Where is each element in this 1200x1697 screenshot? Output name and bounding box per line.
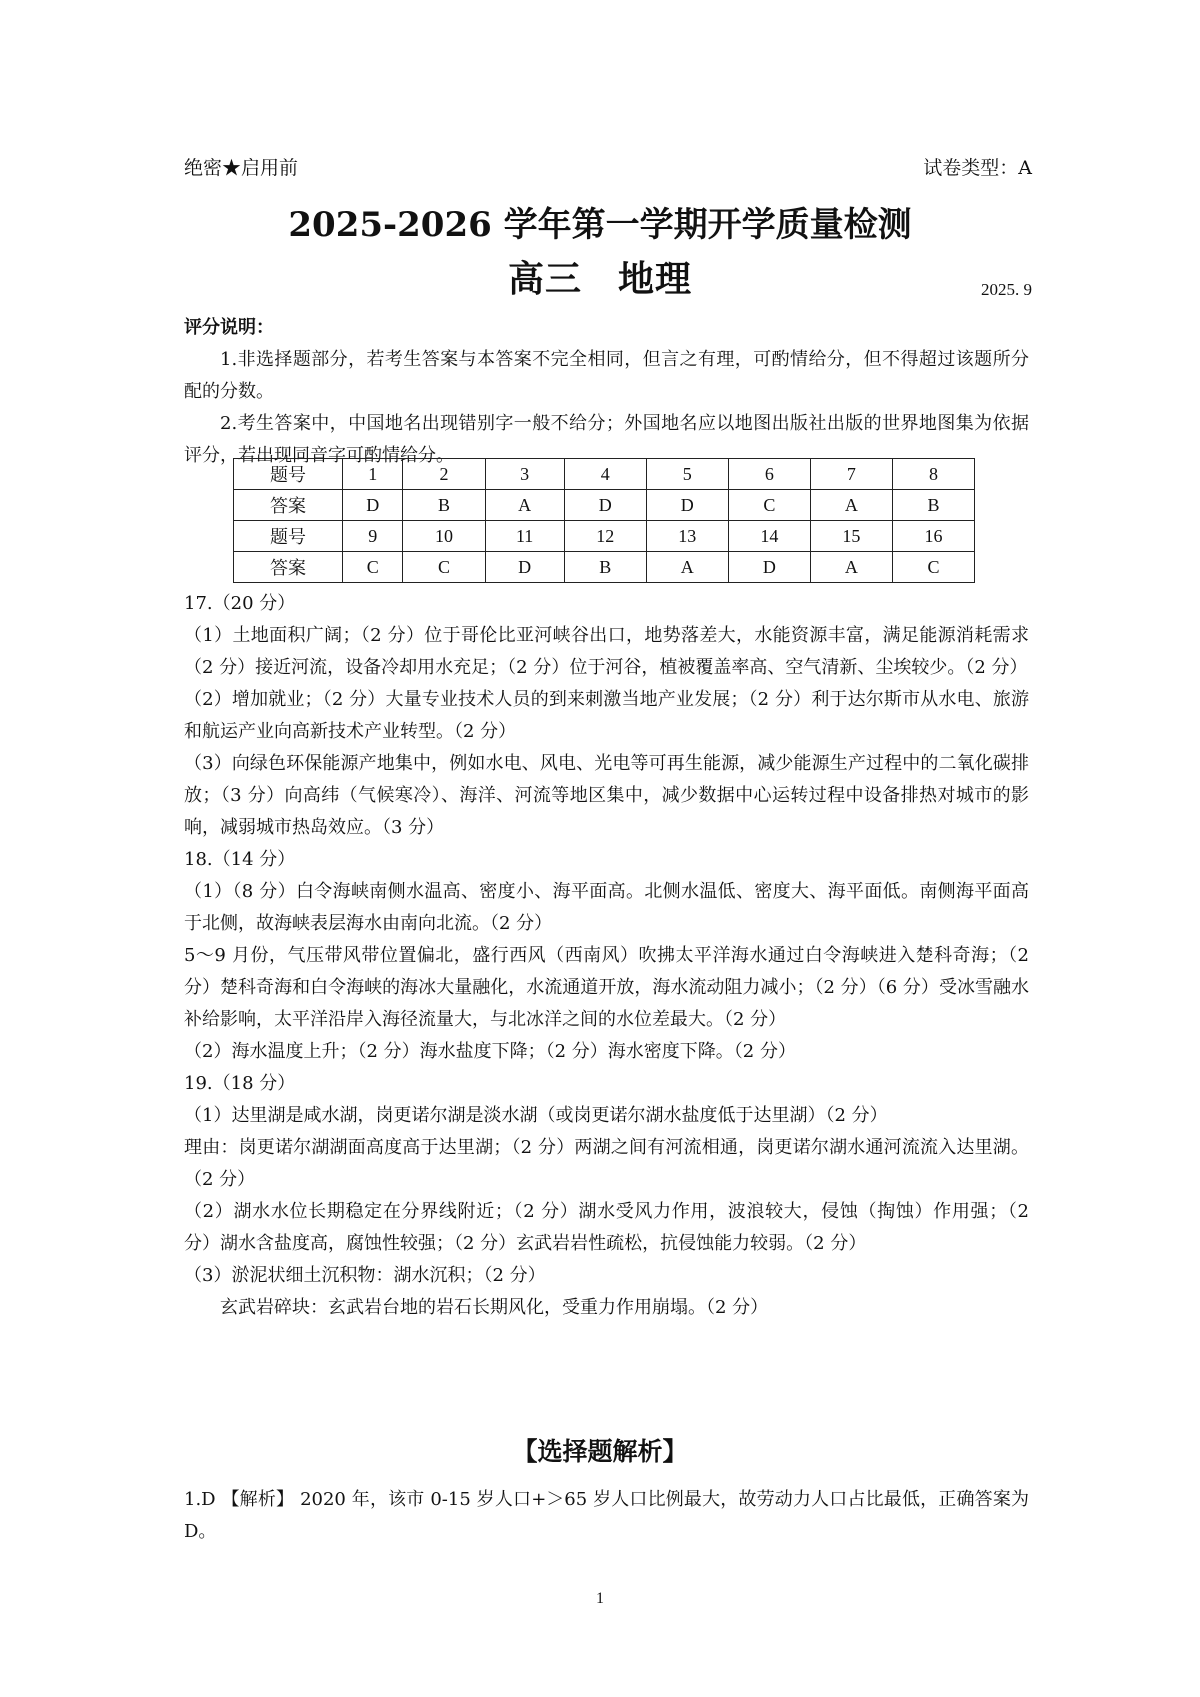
- answer-body: [184, 588, 1029, 1324]
- answer-cell: C: [728, 490, 810, 521]
- row-label: 题号: [234, 459, 343, 490]
- row-label: 答案: [234, 490, 343, 521]
- answer-cell: A: [646, 552, 728, 583]
- question-number-cell: 12: [564, 521, 646, 552]
- answer-cell: D: [564, 490, 646, 521]
- table-row: [234, 490, 975, 521]
- answer-cell: A: [810, 552, 892, 583]
- q17-part-3: （3）向绿色环保能源产地集中，例如水电、风电、光电等可再生能源，减少能源生产过程中的二氧化碳排放；（3 分）向高纬（气候寒冷）、海洋、河流等地区集中，减少数据中心运转过程中设备排热对城市的影响，减弱城市热岛效应。（3 分）: [184, 753, 1029, 838]
- q18-part-1-cont: 5～9 月份，气压带风带位置偏北，盛行西风（西南风）吹拂太平洋海水通过白令海峡进入楚科奇海；（2 分）楚科奇海和白令海峡的海冰大量融化，水流通道开放，海水流动阻力减小；（2 分）（6 分）受冰雪融水补给影响，太平洋沿岸入海径流量大，与北冰洋之间的水位差最大。（2 分）: [184, 945, 1029, 1030]
- question-number-cell: 9: [343, 521, 403, 552]
- q18-part-1: （1）（8 分）白令海峡南侧水温高、密度小、海平面高。北侧水温低、密度大、海平面低。南侧海平面高于北侧，故海峡表层海水由南向北流。（2 分）: [184, 881, 1029, 934]
- question-number-cell: 1: [343, 459, 403, 490]
- question-number-cell: 8: [892, 459, 974, 490]
- answer-cell: B: [892, 490, 974, 521]
- document-title: 2025-2026 学年第一学期开学质量检测: [288, 205, 912, 245]
- question-number-cell: 16: [892, 521, 974, 552]
- analysis-body: [184, 1484, 1029, 1548]
- question-number-cell: 7: [810, 459, 892, 490]
- question-number-cell: 13: [646, 521, 728, 552]
- answer-cell: D: [343, 490, 403, 521]
- answer-cell: C: [892, 552, 974, 583]
- scoring-rule-2: 2.考生答案中，中国地名出现错别字一般不给分；外国地名应以地图出版社出版的世界地图集为依据评分，若出现同音字可酌情给分。: [184, 413, 1029, 466]
- confidential-label: 绝密★启用前: [184, 157, 299, 179]
- paper-type-label: 试卷类型：A: [923, 157, 1032, 179]
- question-number-cell: 4: [564, 459, 646, 490]
- q17-heading: 17.（20 分）: [184, 593, 296, 614]
- q18-part-2: （2）海水温度上升；（2 分）海水盐度下降；（2 分）海水密度下降。（2 分）: [184, 1041, 796, 1062]
- q18-heading: 18.（14 分）: [184, 849, 296, 870]
- question-number-cell: 10: [403, 521, 485, 552]
- question-number-cell: 3: [485, 459, 564, 490]
- subject-label: 地理: [618, 258, 693, 300]
- table-row: [234, 552, 975, 583]
- answer-cell: D: [646, 490, 728, 521]
- q19-heading: 19.（18 分）: [184, 1073, 296, 1094]
- answer-cell: B: [564, 552, 646, 583]
- answer-cell: A: [485, 490, 564, 521]
- answer-cell: A: [810, 490, 892, 521]
- scoring-notes: [184, 312, 1029, 472]
- answer-cell: D: [485, 552, 564, 583]
- question-number-cell: 6: [728, 459, 810, 490]
- analysis-section-title: 【选择题解析】: [512, 1437, 688, 1466]
- table-row: [234, 521, 975, 552]
- table-row: [234, 459, 975, 490]
- question-number-cell: 11: [485, 521, 564, 552]
- q17-part-1: （1）土地面积广阔；（2 分）位于哥伦比亚河峡谷出口，地势落差大，水能资源丰富，满足能源消耗需求（2 分）接近河流，设备冷却用水充足；（2 分）位于河谷，植被覆盖率高、空气清新、尘埃较少。（2 分）: [184, 625, 1029, 678]
- question-number-cell: 14: [728, 521, 810, 552]
- scoring-heading: 评分说明：: [184, 317, 274, 338]
- q19-part-3-cont: 玄武岩碎块：玄武岩台地的岩石长期风化，受重力作用崩塌。（2 分）: [220, 1297, 769, 1318]
- answer-cell: D: [728, 552, 810, 583]
- answer-cell: B: [403, 490, 485, 521]
- question-number-cell: 15: [810, 521, 892, 552]
- document-date: 2025. 9: [981, 280, 1032, 299]
- answer-cell: C: [343, 552, 403, 583]
- question-number-cell: 5: [646, 459, 728, 490]
- analysis-q1: 1.D 【解析】 2020 年，该市 0-15 岁人口+＞65 岁人口比例最大，故劳动力人口占比最低，正确答案为 D。: [184, 1489, 1029, 1542]
- q19-part-1-reason: 理由：岗更诺尔湖湖面高度高于达里湖；（2 分）两湖之间有河流相通，岗更诺尔湖水通河流流入达里湖。（2 分）: [184, 1137, 1029, 1190]
- answer-table: [233, 458, 975, 583]
- q17-part-2: （2）增加就业；（2 分）大量专业技术人员的到来刺激当地产业发展；（2 分）利于达尔斯市从水电、旅游和航运产业向高新技术产业转型。（2 分）: [184, 689, 1029, 742]
- scoring-rule-1: 1.非选择题部分，若考生答案与本答案不完全相同，但言之有理，可酌情给分，但不得超过该题所分配的分数。: [184, 349, 1029, 402]
- q19-part-2: （2）湖水水位长期稳定在分界线附近；（2 分）湖水受风力作用，波浪较大，侵蚀（掏蚀）作用强；（2 分）湖水含盐度高，腐蚀性较强；（2 分）玄武岩岩性疏松，抗侵蚀能力较弱。（2 分）: [184, 1201, 1029, 1254]
- question-number-cell: 2: [403, 459, 485, 490]
- row-label: 题号: [234, 521, 343, 552]
- answer-cell: C: [403, 552, 485, 583]
- q19-part-1: （1）达里湖是咸水湖，岗更诺尔湖是淡水湖（或岗更诺尔湖水盐度低于达里湖）（2 分）: [184, 1105, 888, 1126]
- row-label: 答案: [234, 552, 343, 583]
- grade-label: 高三: [507, 258, 582, 300]
- q19-part-3: （3）淤泥状细土沉积物：湖水沉积；（2 分）: [184, 1265, 546, 1286]
- page-number: 1: [596, 1590, 604, 1607]
